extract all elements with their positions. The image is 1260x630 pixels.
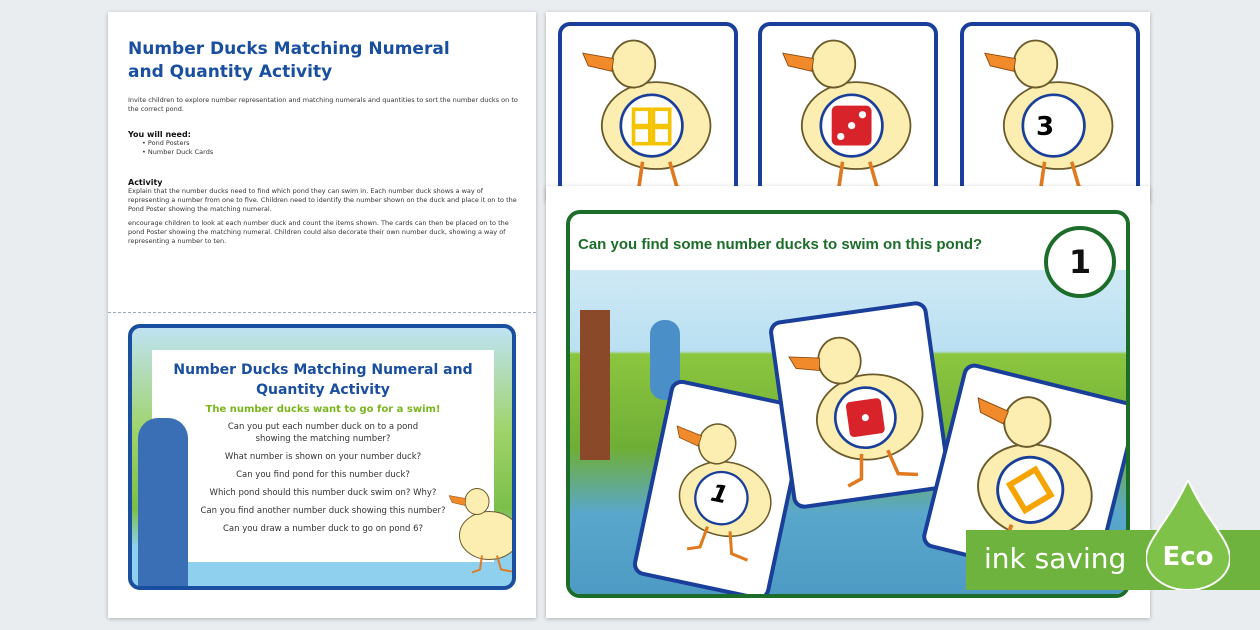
pond-question: Can you find some number ducks to swim on this pond?	[578, 236, 983, 253]
poster-question: Can you find pond for this number duck?	[236, 470, 410, 480]
poster-question: Can you find another number duck showing this number?	[200, 506, 446, 516]
activity-heading: Activity	[128, 178, 163, 187]
tree-illustration	[580, 310, 610, 460]
duck-card	[558, 22, 738, 202]
poster-title: Number Ducks Matching Numeral and Quantity Activity	[173, 362, 473, 398]
need-item: Pond Posters	[147, 139, 190, 147]
duck-icon	[772, 304, 948, 505]
poster-question: Which pond should this number duck swim on? Why?	[209, 488, 437, 498]
intro-text: Invite children to explore number representation and matching numerals and quantities to sort the number ducks on to the correct pond.	[128, 96, 518, 113]
discussion-poster	[128, 324, 516, 590]
duck-icon	[562, 26, 734, 198]
duck-card	[960, 22, 1140, 202]
duck-icon	[762, 26, 934, 198]
need-item: Number Duck Cards	[147, 148, 214, 156]
page-divider	[108, 312, 536, 313]
pond-number: 1	[1044, 226, 1116, 298]
eco-drop-icon	[1146, 480, 1230, 590]
girl-illustration	[138, 418, 188, 588]
needs-section: You will need: • Pond Posters • Number Duck Cards	[128, 130, 518, 157]
activity-text: encourage children to look at each number duck and count the items shown. The cards can then be placed on to the pond Poster showing the matching numeral. Children could also decorate their own number duck, showing a way of representing a number to ten.	[128, 219, 509, 245]
activity-section	[128, 178, 518, 246]
needs-heading: You will need:	[128, 130, 191, 139]
poster-subtitle: The number ducks want to go for a swim!	[205, 404, 441, 415]
instructions-title: Number Ducks Matching Numeral and Quantity Activity	[128, 39, 450, 82]
duck-cards-page	[546, 12, 1150, 202]
duck-illustration	[442, 468, 516, 588]
eco-label: Eco	[1162, 542, 1214, 572]
poster-question: Can you put each number duck on to a pond showing the matching number?	[227, 422, 419, 444]
duck-card	[758, 22, 938, 202]
duck-card-number: 1	[708, 478, 731, 510]
duck-card-number: 3	[1036, 112, 1055, 142]
poster-question: What number is shown on your number duck?	[224, 452, 422, 462]
instructions-page	[108, 12, 536, 618]
duck-card	[768, 300, 953, 510]
activity-text: Explain that the number ducks need to find which pond they can swim in. Each number duck shows a way of representing a number from one to five. Children need to identify the number shown on the duck and place it on to the Pond Poster showing the matching numeral.	[128, 187, 517, 213]
poster-question: Can you draw a number duck to go on pond 6?	[223, 524, 423, 534]
ink-saving-label: ink saving	[984, 542, 1127, 575]
